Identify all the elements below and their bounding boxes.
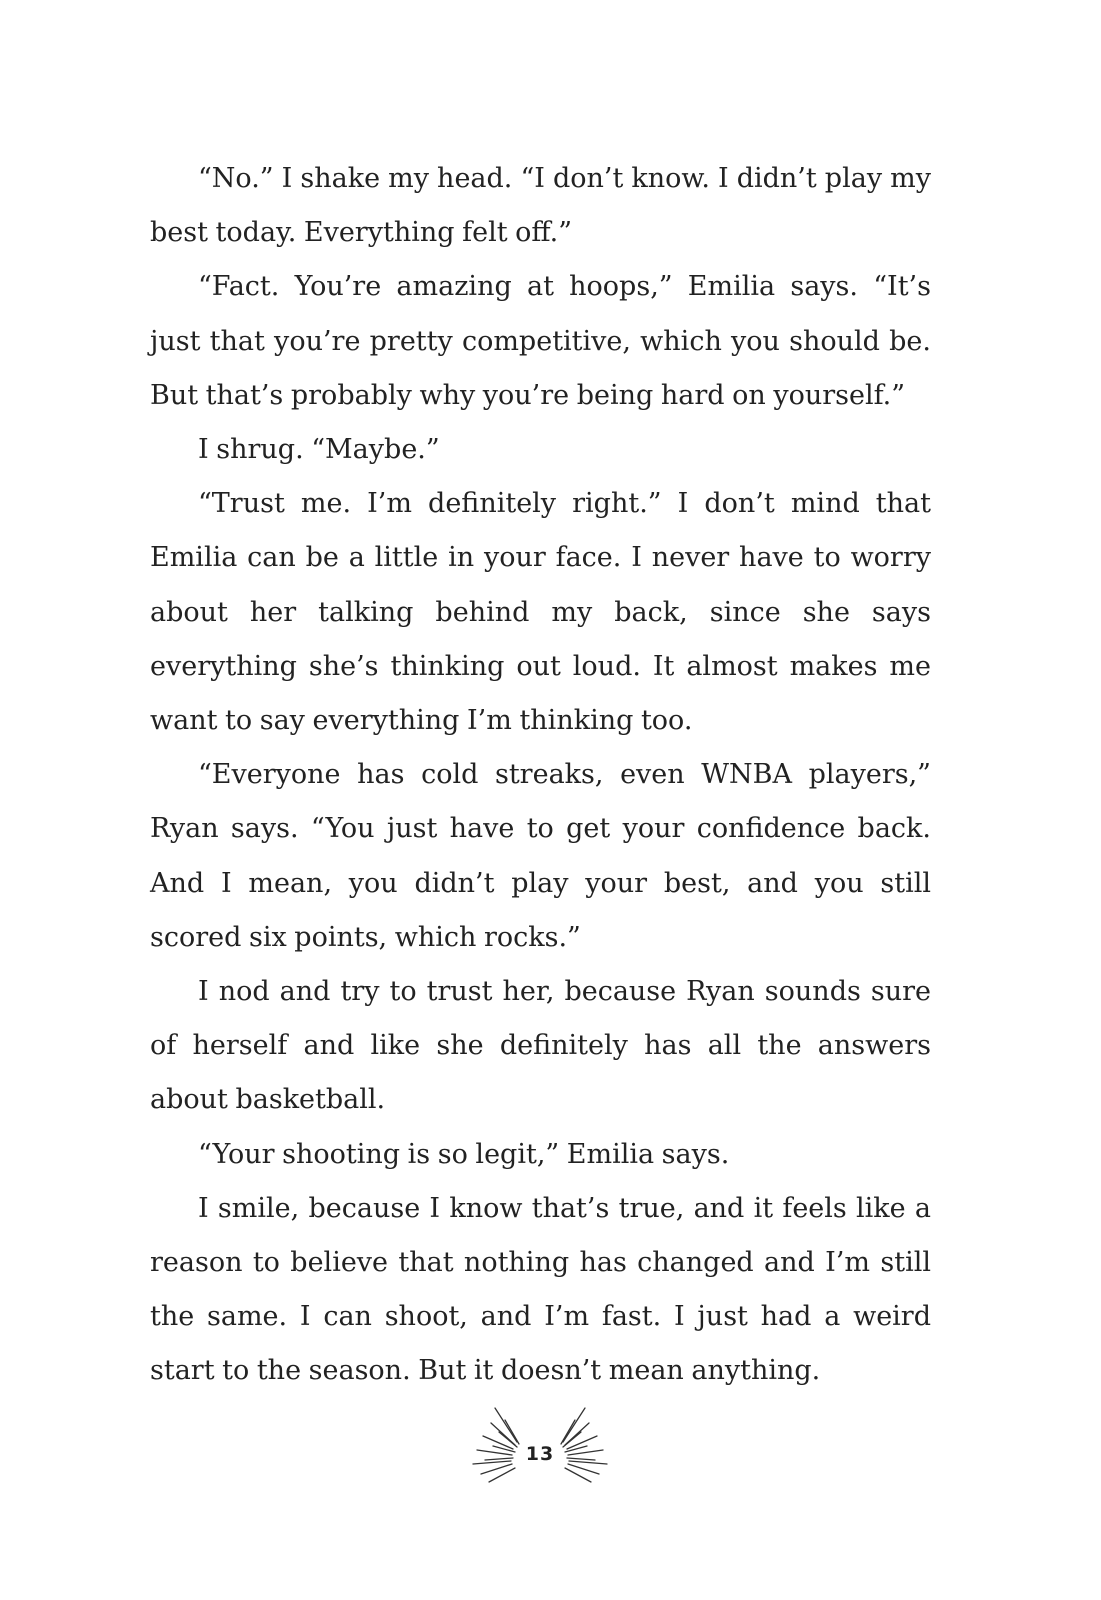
paragraph: “Fact. You’re amazing at hoops,” Emilia says. “It’s just that you’re pretty competitive, which you should be. But that’s probably why you’re being hard on yourself.” [150, 271, 931, 411]
paragraph: “Everyone has cold streaks, even WNBA players,” Ryan says. “You just have to get your confidence back. And I mean, you didn’t play your best, and you still scored six points, which rocks.” [150, 759, 931, 953]
paragraph: “No.” I shake my head. “I don’t know. I didn’t play my best today. Everything felt off.” [150, 163, 931, 249]
page-number: 13 [525, 1443, 555, 1465]
page-footer [455, 1398, 625, 1488]
paragraph: I shrug. “Maybe.” [198, 434, 440, 466]
body-text [150, 152, 931, 1399]
paragraph: I nod and try to trust her, because Ryan sounds sure of herself and like she definitely has all the answers about basketball. [150, 976, 931, 1116]
paragraph: “Your shooting is so legit,” Emilia says. [198, 1138, 730, 1170]
paragraph: I smile, because I know that’s true, and it feels like a reason to believe that nothing has changed and I’m still the same. I can shoot, and I’m fast. I just had a weird start to the season. But it doesn’t mean anything. [150, 1192, 931, 1387]
paragraph: “Trust me. I’m definitely right.” I don’t mind that Emilia can be a little in your face. I never have to worry about her talking behind my back, since she says everything she’s thinking out loud. It almost makes me want to say everything I’m thinking too. [150, 488, 931, 737]
